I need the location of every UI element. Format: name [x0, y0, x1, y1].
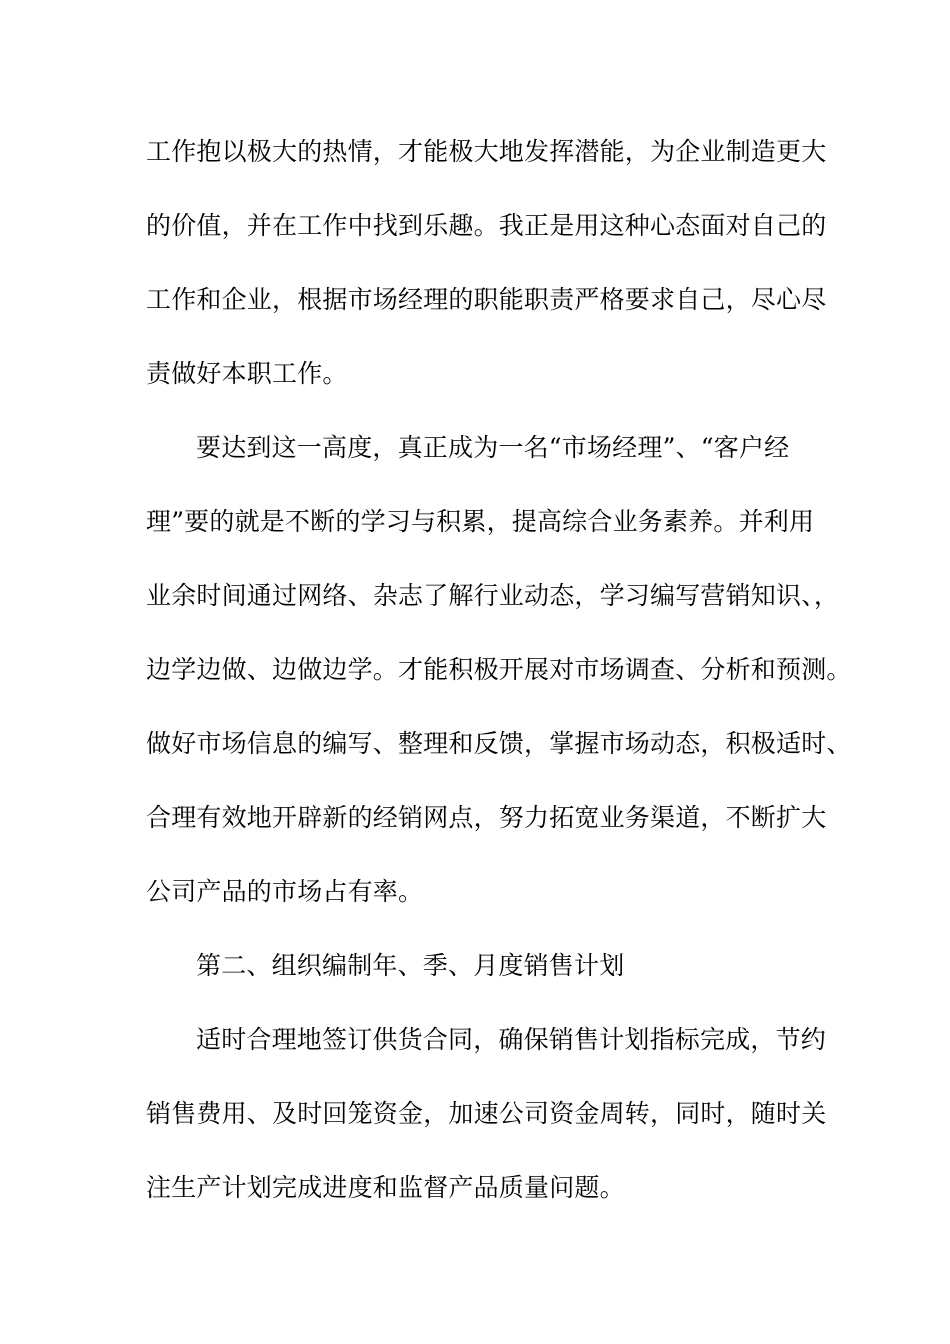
text-line: 公司产品的市场占有率。 [146, 877, 424, 906]
text-line: 注生产计划完成进度和监督产品质量问题。 [146, 1173, 625, 1202]
text-line: 销售费用、及时回笼资金，加速公司资金周转，同时，随时关 [146, 1099, 827, 1128]
text-line: 理”要的就是不断的学习与积累，提高综合业务素养。并利用 [146, 507, 815, 536]
text-line: 工作抱以极大的热情，才能极大地发挥潜能，为企业制造更大 [146, 137, 827, 166]
text-line: 边学边做、边做边学。才能积极开展对市场调查、分析和预测。 [146, 655, 852, 684]
text-line: 业余时间通过网络、杂志了解行业动态，学习编写营销知识、， [146, 581, 840, 610]
text-line: 合理有效地开辟新的经销网点，努力拓宽业务渠道，不断扩大 [146, 803, 827, 832]
paragraph-first-line: 要达到这一高度，真正成为一名“市场经理”、“客户经 [196, 433, 790, 462]
text-line: 责做好本职工作。 [146, 359, 348, 388]
text-line: 的价值，并在工作中找到乐趣。我正是用这种心态面对自己的 [146, 211, 827, 240]
text-line: 做好市场信息的编写、整理和反馈，掌握市场动态，积极适时、 [146, 729, 852, 758]
section-heading: 第二、组织编制年、季、月度销售计划 [196, 951, 625, 980]
paragraph-first-line: 适时合理地签订供货合同，确保销售计划指标完成，节约 [196, 1025, 827, 1054]
text-line: 工作和企业，根据市场经理的职能职责严格要求自己，尽心尽 [146, 285, 827, 314]
